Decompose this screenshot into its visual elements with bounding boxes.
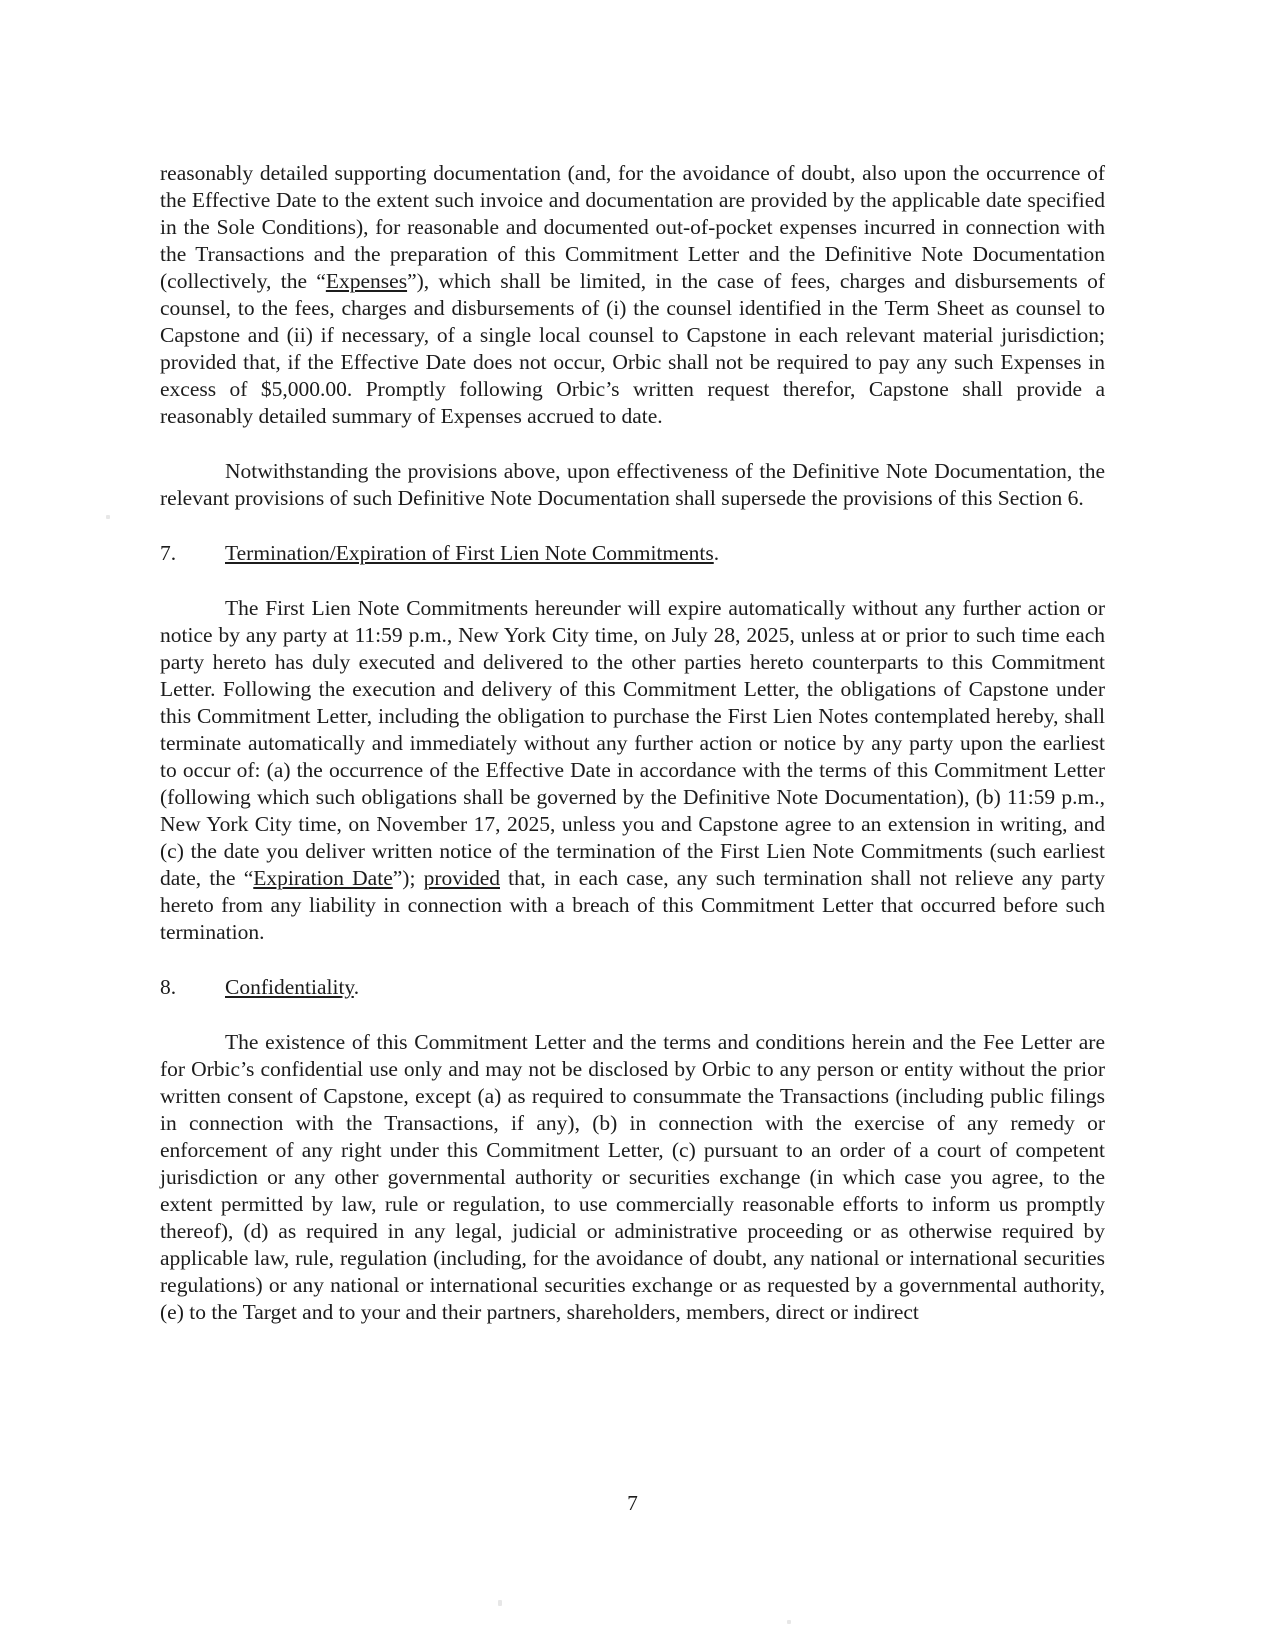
text-run: that, in each case, any such termination shall not relieve any party hereto from any liability in connection with a breach of this Commitment Letter that occurred before such termination. bbox=[160, 866, 1106, 944]
text-run: ”), which shall be limited, in the case of fees, charges and disbursements of counsel, to the fees, charges and disbursements of (i) the counsel identified in the Term Sheet as counsel to Capstone and (ii) if necessary, of a single local counsel to Capstone in each relevant material jurisdiction; provided that, if the Effective Date does not occur, Orbic shall not be required to pay any such Expenses in excess of $5,000.00. Promptly following Orbic’s written request therefor, Capstone shall provide a reasonably detailed summary of Expenses accrued to date. bbox=[160, 269, 1105, 428]
page-number: 7 bbox=[627, 1491, 638, 1515]
paragraph bbox=[160, 160, 1105, 430]
paragraph bbox=[160, 595, 1105, 946]
text-run: . bbox=[353, 975, 360, 999]
defined-term: Expiration Date bbox=[253, 866, 393, 890]
scan-artifact bbox=[787, 1620, 791, 1624]
defined-term: Confidentiality bbox=[225, 975, 354, 999]
scan-artifact bbox=[498, 1600, 502, 1606]
defined-term: Termination/Expiration of First Lien Note Commitments bbox=[225, 541, 714, 565]
defined-term: provided bbox=[423, 866, 500, 890]
scan-artifact bbox=[106, 515, 110, 519]
section-number: 8. bbox=[160, 975, 177, 999]
defined-term: Expenses bbox=[325, 269, 408, 293]
section-title bbox=[225, 541, 719, 565]
text-run: . bbox=[713, 541, 720, 565]
text-run: reasonably detailed supporting documentation (and, for the avoidance of doubt, also upon the occurrence of the Effective Date to the extent such invoice and documentation are provided by the applicable date specified in the Sole Conditions), for reasonable and documented out-of-pocket expenses incurred in connection with the Transactions and the preparation of this Commitment Letter and the Definitive Note Documentation (collectively, the “ bbox=[160, 161, 1105, 293]
text-run: ”); bbox=[392, 866, 424, 890]
section-heading bbox=[160, 540, 1105, 567]
text-run: Notwithstanding the provisions above, upon effectiveness of the Definitive Note Documentation, the relevant provisions of such Definitive Note Documentation shall supersede the provisions of this Section 6. bbox=[160, 459, 1105, 510]
document-body bbox=[160, 160, 1105, 1354]
text-run: The existence of this Commitment Letter and the terms and conditions herein and the Fee Letter are for Orbic’s confidential use only and may not be disclosed by Orbic to any person or entity without the prior written consent of Capstone, except (a) as required to consummate the Transactions (including public filings in connection with the Transactions, if any), (b) in connection with the exercise of any remedy or enforcement of any right under this Commitment Letter, (c) pursuant to an order of a court of competent jurisdiction or any other governmental authority or securities exchange (in which case you agree, to the extent permitted by law, rule or regulation, to use commercially reasonable efforts to inform us promptly thereof), (d) as required in any legal, judicial or administrative proceeding or as otherwise required by applicable law, rule, regulation (including, for the avoidance of doubt, any national or international securities regulations) or any national or international securities exchange or as requested by a governmental authority, (e) to the Target and to your and their partners, shareholders, members, direct or indirect bbox=[160, 1030, 1105, 1324]
section-heading bbox=[160, 974, 1105, 1001]
paragraph bbox=[160, 1029, 1105, 1326]
section-number: 7. bbox=[160, 541, 177, 565]
section-title bbox=[225, 975, 359, 999]
paragraph bbox=[160, 458, 1105, 512]
text-run: The First Lien Note Commitments hereunder will expire automatically without any further action or notice by any party at 11:59 p.m., New York City time, on July 28, 2025, unless at or prior to such time each party hereto has duly executed and delivered to the other parties hereto counterparts to this Commitment Letter. Following the execution and delivery of this Commitment Letter, the obligations of Capstone under this Commitment Letter, including the obligation to purchase the First Lien Notes contemplated hereby, shall terminate automatically and immediately without any further action or notice by any party upon the earliest to occur of: (a) the occurrence of the Effective Date in accordance with the terms of this Commitment Letter (following which such obligations shall be governed by the Definitive Note Documentation), (b) 11:59 p.m., New York City time, on November 17, 2025, unless you and Capstone agree to an extension in writing, and (c) the date you deliver written notice of the termination of the First Lien Note Commitments (such earliest date, the “ bbox=[160, 596, 1105, 890]
